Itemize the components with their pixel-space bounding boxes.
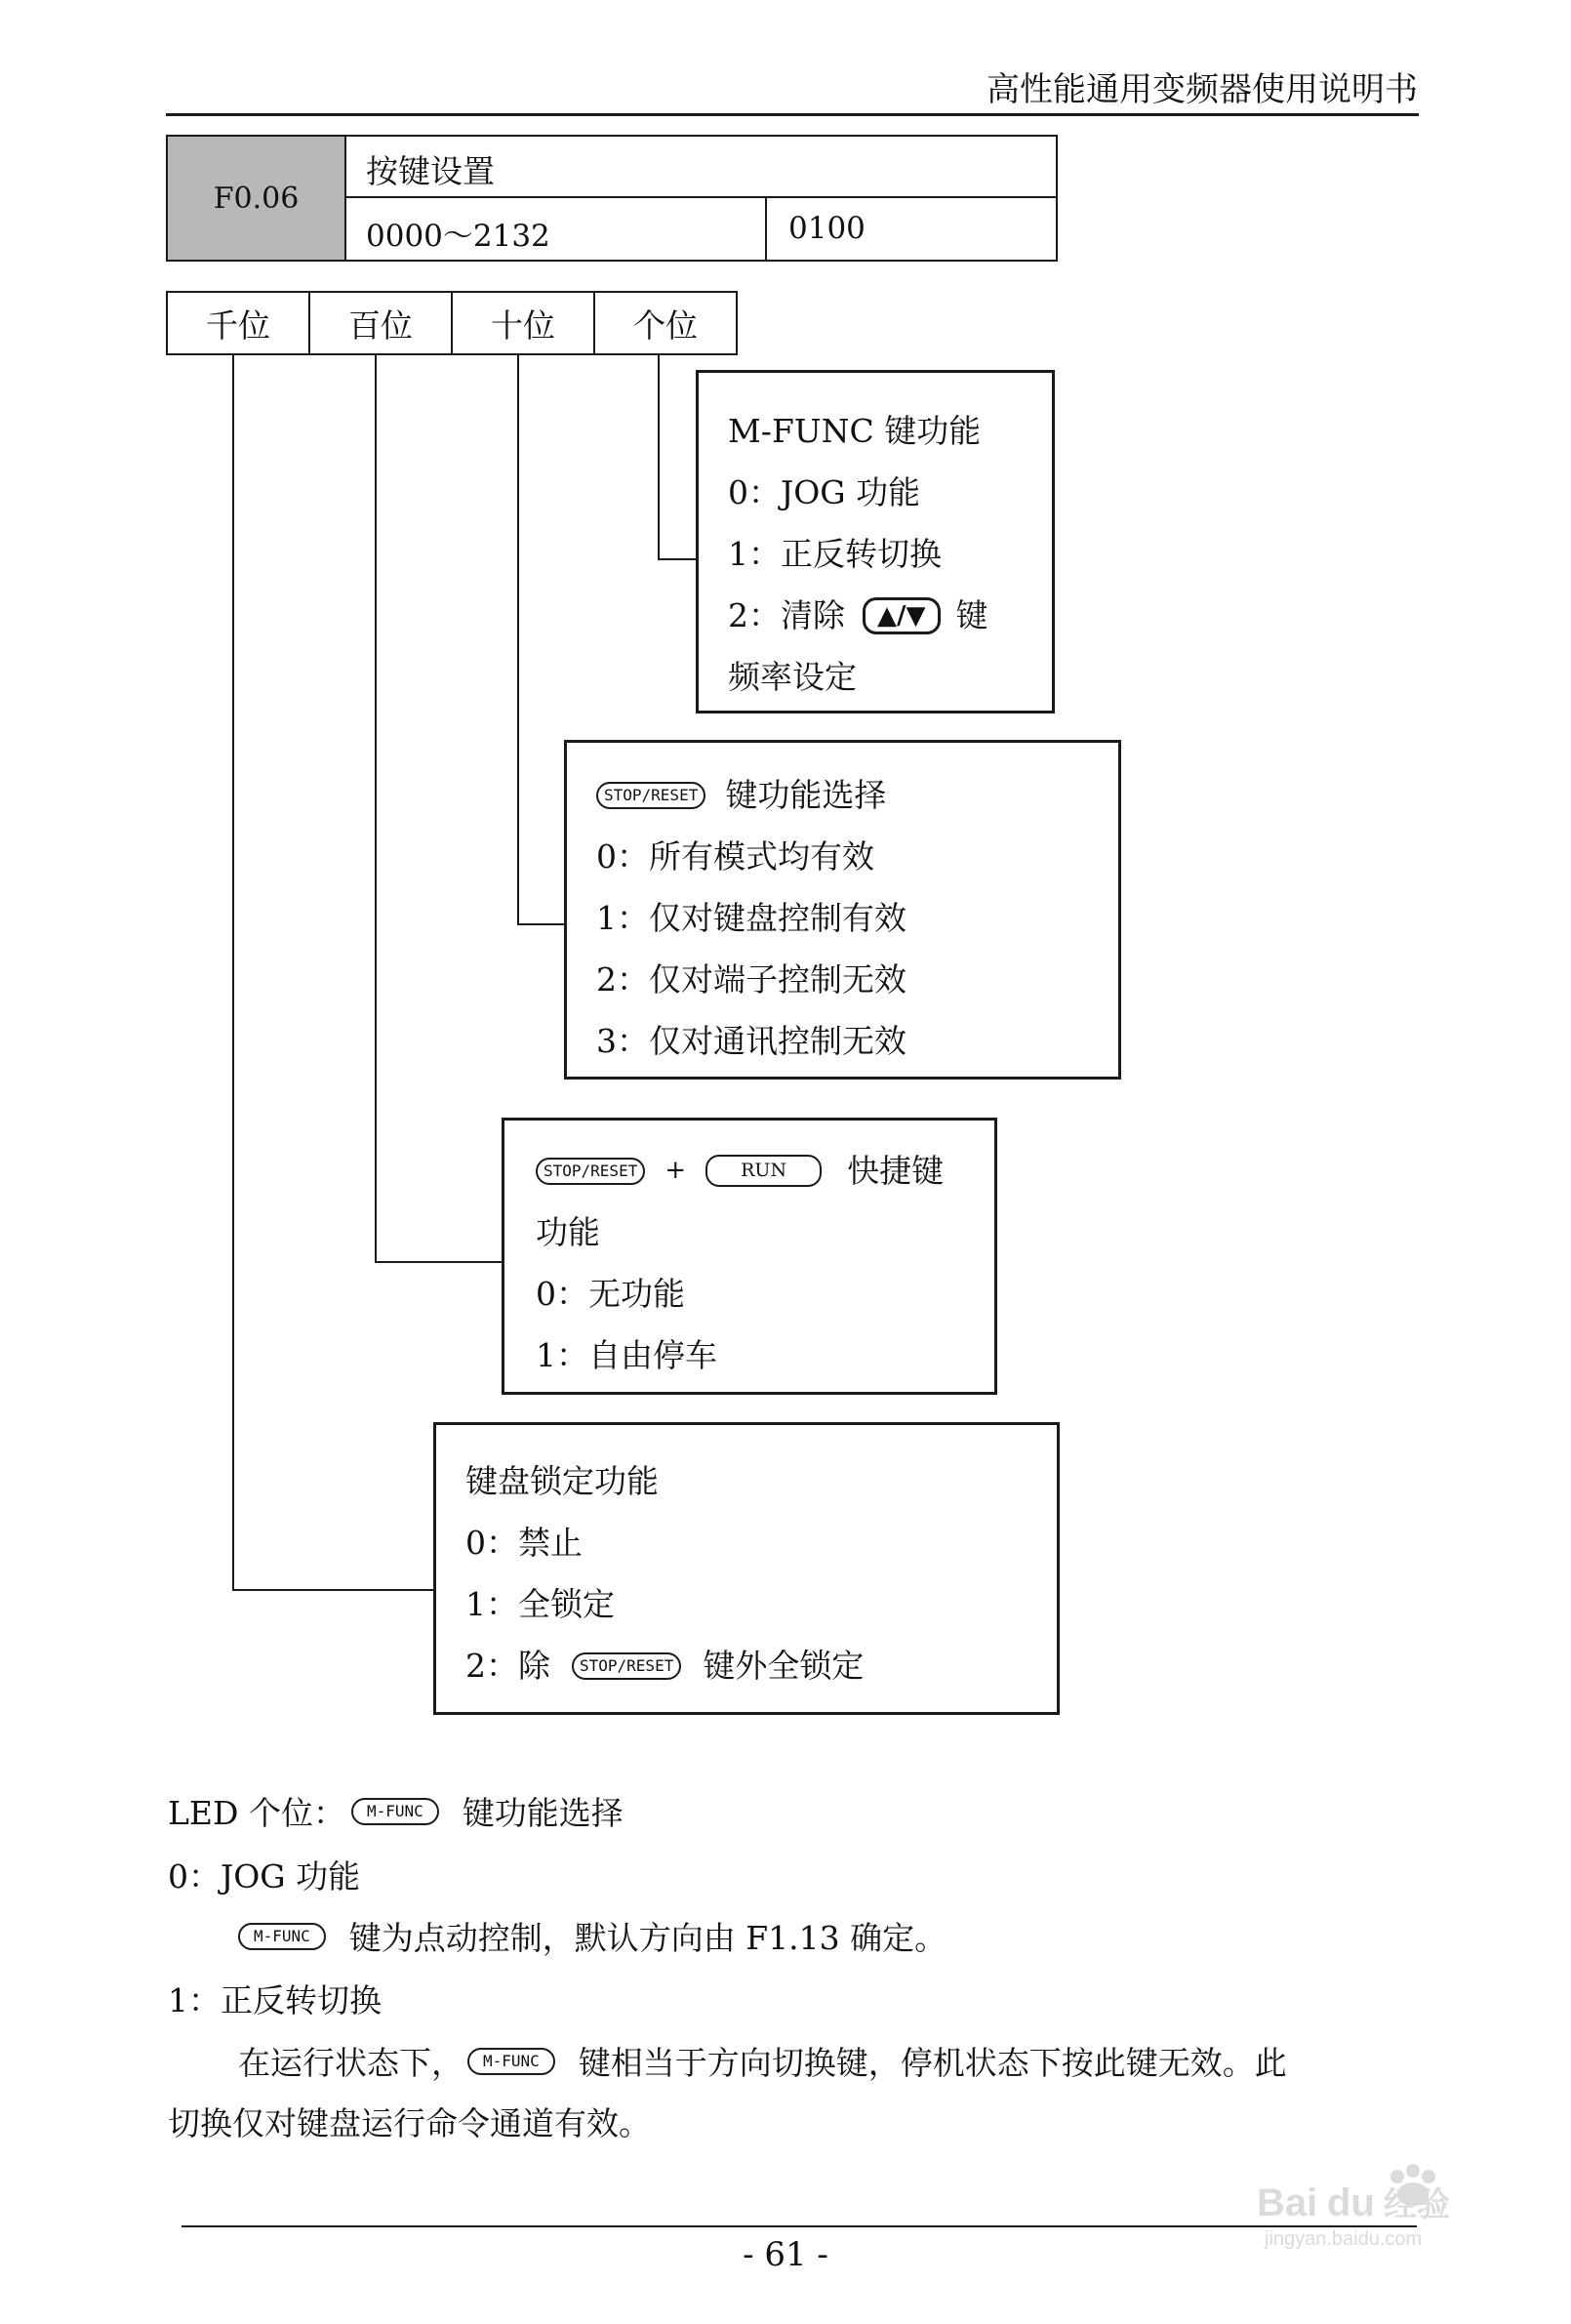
- svg-text:jingyan.baidu.com: jingyan.baidu.com: [1265, 2228, 1423, 2250]
- digit-row: [166, 291, 738, 355]
- svg-text:经验: 经验: [1384, 2185, 1450, 2224]
- hundreds-function-box: [502, 1118, 997, 1395]
- thousands-option-0: 0：禁止: [465, 1524, 583, 1562]
- body-line-5: 在运行状态下， M-FUNC 键相当于方向切换键，停机状态下按此键无效。此: [238, 2044, 1287, 2082]
- tens-option-2: 2：仅对端子控制无效: [596, 960, 906, 999]
- connector-tens-horizontal: [517, 923, 566, 925]
- hundreds-option-1: 1：自由停车: [536, 1336, 717, 1374]
- body-line-2: 0：JOG 功能: [168, 1857, 361, 1896]
- ones-option-2: 2：清除 ▲/▼ 键: [728, 596, 988, 634]
- ones-option-0: 0：JOG 功能: [728, 473, 921, 511]
- body-line-3: M-FUNC 键为点动控制，默认方向由 F1.13 确定。: [238, 1913, 947, 1959]
- digit-thousands: 千位: [168, 293, 310, 353]
- connector-hundreds-vertical: [375, 355, 377, 1263]
- connector-thousands-horizontal: [232, 1589, 435, 1591]
- body-line-1: LED 个位： M-FUNC 键功能选择: [168, 1794, 624, 1832]
- m-func-key-icon: M-FUNC: [467, 2048, 555, 2075]
- connector-hundreds-horizontal: [375, 1261, 504, 1263]
- digit-tens: 十位: [453, 293, 595, 353]
- digit-ones: 个位: [633, 306, 698, 345]
- stop-reset-key-icon: STOP/RESET: [536, 1158, 645, 1185]
- tens-option-1: 1：仅对键盘控制有效: [596, 899, 906, 937]
- digit-hundreds: 百位: [310, 293, 453, 353]
- connector-ones-vertical: [658, 355, 660, 560]
- connector-ones-horizontal: [658, 558, 697, 560]
- run-key-icon: RUN: [705, 1155, 822, 1187]
- ones-title: M-FUNC 键功能: [728, 412, 982, 450]
- footer-rule: [181, 2225, 1417, 2227]
- svg-text:Bai: Bai: [1257, 2181, 1318, 2224]
- header-rule: [166, 113, 1419, 116]
- thousands-function-box: [433, 1422, 1060, 1715]
- body-line-4: 1：正反转切换: [168, 1981, 382, 2019]
- ones-option-2-continued: 频率设定: [728, 658, 857, 696]
- tens-option-3: 3：仅对通讯控制无效: [596, 1022, 906, 1060]
- parameter-range: 0000～2132: [346, 198, 767, 260]
- tens-function-box: [564, 740, 1121, 1080]
- tens-option-0: 0：所有模式均有效: [596, 837, 874, 876]
- ones-function-box: [696, 370, 1055, 714]
- svg-text:du: du: [1327, 2181, 1375, 2224]
- stop-reset-key-icon: STOP/RESET: [596, 782, 705, 809]
- hundreds-title-continued: 功能: [536, 1213, 600, 1251]
- thousands-option-2: 2：除 STOP/RESET 键外全锁定: [465, 1647, 865, 1685]
- stop-reset-key-icon: STOP/RESET: [572, 1652, 681, 1680]
- thousands-title: 键盘锁定功能: [465, 1462, 659, 1500]
- m-func-key-icon: M-FUNC: [238, 1923, 326, 1950]
- m-func-key-icon: M-FUNC: [351, 1798, 439, 1825]
- connector-thousands-vertical: [232, 355, 234, 1591]
- body-line-6: 切换仅对键盘运行命令通道有效。: [168, 2104, 651, 2142]
- ones-option-1: 1：正反转切换: [728, 535, 942, 573]
- parameter-default: 0100: [788, 211, 866, 246]
- tens-title: STOP/RESET 键功能选择: [596, 764, 1118, 826]
- hundreds-option-0: 0：无功能: [536, 1275, 685, 1313]
- page-number: - 61 -: [743, 2235, 828, 2274]
- hundreds-title: STOP/RESET + RUN 快捷键: [536, 1140, 994, 1202]
- parameter-table: [166, 135, 1058, 262]
- baidu-jingyan-watermark: [1251, 2155, 1485, 2253]
- parameter-code: F0.06: [168, 137, 346, 260]
- thousands-option-1: 1：全锁定: [465, 1585, 615, 1623]
- document-title: 高性能通用变频器使用说明书: [987, 70, 1418, 109]
- connector-tens-vertical: [517, 355, 519, 925]
- parameter-name: 按键设置: [346, 137, 1056, 198]
- up-down-key-icon: ▲/▼: [863, 597, 941, 634]
